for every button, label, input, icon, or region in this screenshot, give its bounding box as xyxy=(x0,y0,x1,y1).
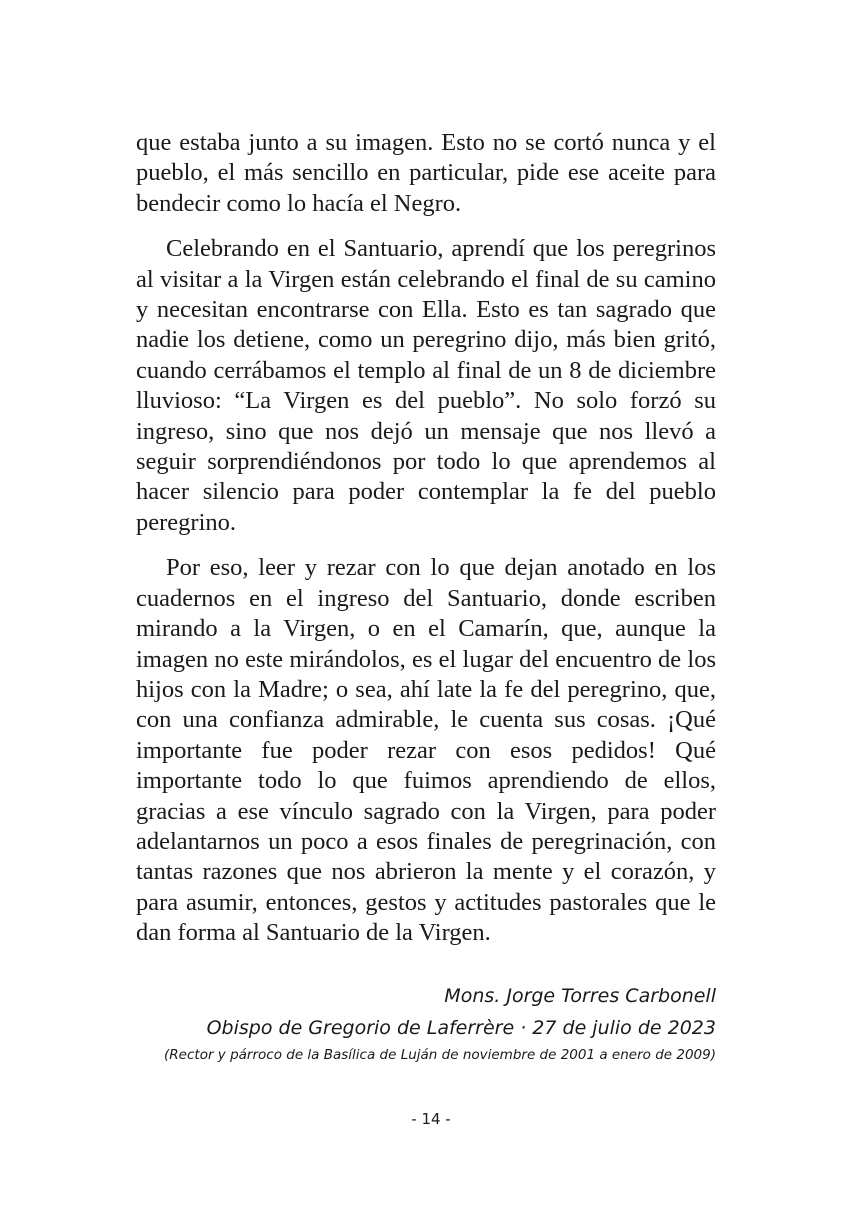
body-paragraph-1: que estaba junto a su imagen. Esto no se cortó nunca y el pueblo, el más sencillo en particular, pide ese aceite para bendecir como lo hacía el Negro. xyxy=(136,129,716,217)
page-number: - 14 - xyxy=(411,1110,451,1128)
body-paragraph-3: Por eso, leer y rezar con lo que dejan anotado en los cuadernos en el ingreso del Santuario, donde escriben mirando a la Virgen, o en el Camarín, que, aunque la imagen no este mirándolos, es el lugar del encuentro de los hijos con la Madre; o sea, ahí late la fe del peregrino, que, con una confianza admirable, le cuenta sus cosas. ¡Qué importante fue poder rezar con esos pedidos! Qué importante todo lo que fuimos aprendiendo de ellos, gracias a ese vínculo sagrado con la Virgen, para poder adelantarnos un poco a esos finales de peregrinación, con tantas razones que nos abrieron la mente y el corazón, y para asumir, entonces, gestos y actitudes pastorales que le dan forma al Santuario de la Virgen. xyxy=(136,554,716,947)
signature-note: (Rector y párroco de la Basílica de Luján de noviembre de 2001 a enero de 2009) xyxy=(164,1046,716,1063)
page-content xyxy=(136,128,716,1065)
signature-title: Obispo de Gregorio de Laferrère · 27 de julio de 2023 xyxy=(206,1016,716,1039)
signature-block xyxy=(136,981,716,1065)
signature-name: Mons. Jorge Torres Carbonell xyxy=(444,984,716,1007)
body-paragraph-2: Celebrando en el Santuario, aprendí que los peregrinos al visitar a la Virgen están celebrando el final de su camino y necesitan encontrarse con Ella. Esto es tan sagrado que nadie los detiene, como un peregrino dijo, más bien gritó, cuando cerrábamos el templo al final de un 8 de diciembre lluvioso: “La Virgen es del pueblo”. No solo forzó su ingreso, sino que nos dejó un mensaje que nos llevó a seguir sorprendiéndonos por todo lo que aprendemos al hacer silencio para poder contemplar la fe del pueblo peregrino. xyxy=(136,235,716,536)
